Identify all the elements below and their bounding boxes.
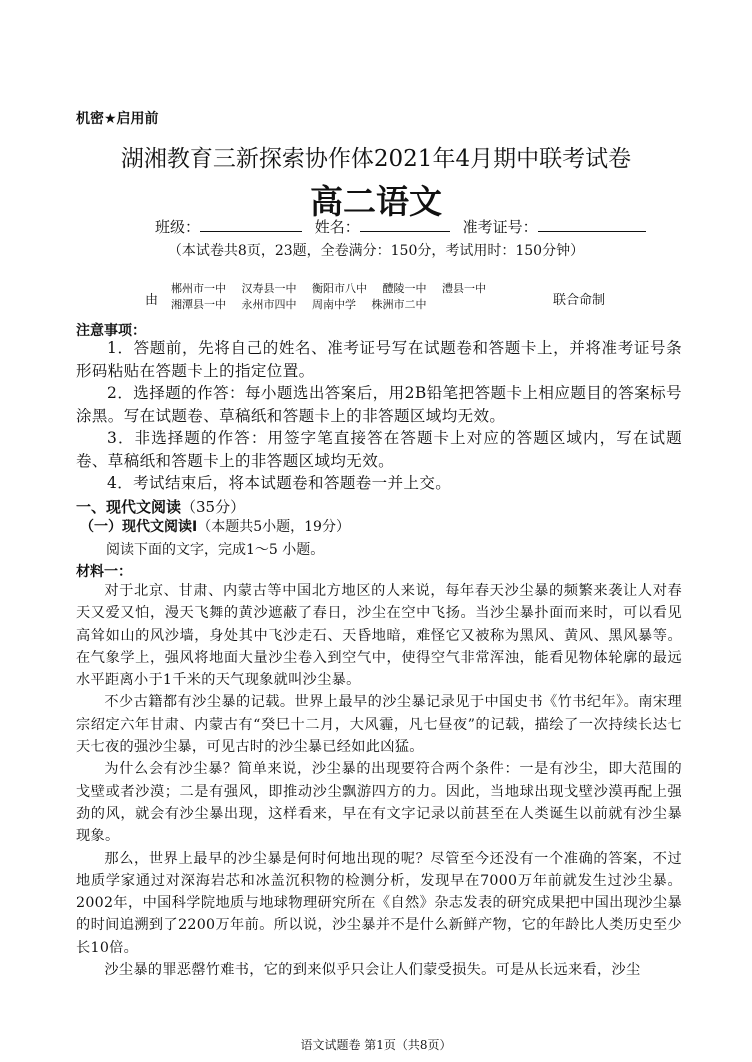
notice-item: 3．非选择题的作答：用签字笔直接答在答题卡上对应的答题区域内，写在试题卷、草稿纸和答题卡上的非答题区域均无效。: [76, 429, 682, 470]
schools-grid: [171, 280, 551, 312]
notice-list: [76, 337, 682, 495]
paragraph: 那么，世界上最早的沙尘暴是何时何地出现的呢？尽管至今还没有一个准确的答案，不过地质学家通过对深海岩芯和冰盖沉积物的检测分析，发现早在7000万年前就发生过沙尘暴。2002年，中国科学院地质与地球物理研究所在《自然》杂志发表的研究成果把中国出现沙尘暴的时间追溯到了2200万年前。所以说，沙尘暴并不是什么新鲜产物，它的年龄比人类历史至少长10倍。: [76, 850, 682, 956]
page-footer: 语文试题卷 第1页（共8页）: [300, 1038, 452, 1052]
ticket-number-blank: [538, 217, 646, 232]
school-name: 汉寿县一中: [241, 282, 297, 295]
student-info-fields: [155, 216, 654, 237]
paragraph: 对于北京、甘肃、内蒙古等中国北方地区的人来说，每年春天沙尘暴的频繁来袭让人对春天又爱又怕，漫天飞舞的黄沙遮蔽了春日，沙尘在空中飞扬。当沙尘暴扑面而来时，可以看见高耸如山的风沙墙，身处其中飞沙走石、天昏地暗，难怪它又被称为黑风、黄风、黑风暴等。在气象学上，强风将地面大量沙尘卷入到空气中，使得空气非常浑浊，能看见物体轮廓的最远水平距离小于1千米的天气现象就叫沙尘暴。: [76, 583, 682, 689]
class-label: 班级：: [155, 218, 201, 236]
exam-title: 湖湘教育三新探索协作体2021年4月期中联考试卷: [120, 146, 632, 172]
schools-row: [171, 280, 551, 296]
school-name: 永州市四中: [241, 298, 297, 311]
schools-row: [171, 296, 551, 312]
name-label: 姓名：: [314, 218, 360, 236]
material-label: 材料一：: [76, 564, 132, 580]
ticket-number-label: 准考证号：: [462, 218, 538, 236]
paragraph: 不少古籍都有沙尘暴的记载。世界上最早的沙尘暴记录见于中国史书《竹书纪年》。南宋理宗绍定六年甘肃、内蒙古有“癸巳十二月，大风霾，凡七昼夜”的记载，描绘了一次持续长达七天七夜的强沙尘暴，可见古时的沙尘暴已经如此凶猛。: [76, 694, 682, 756]
notice-item: 4．考试结束后，将本试题卷和答题卷一并上交。: [107, 474, 452, 492]
subsection-info: （本题共5小题，19分）: [197, 519, 350, 535]
school-name: 周南中学: [312, 298, 356, 311]
name-blank: [360, 217, 450, 232]
reading-instruction: 阅读下面的文字，完成1～5 小题。: [106, 542, 325, 558]
section-score: （35分）: [181, 498, 246, 516]
confidential-label: 机密★启用前: [76, 111, 159, 127]
notice-heading: 注意事项：: [76, 323, 146, 339]
class-blank: [200, 217, 302, 232]
paragraph: 为什么会有沙尘暴？简单来说，沙尘暴的出现要符合两个条件：一是有沙尘，即大范围的戈壁或者沙漠；二是有强风，即推动沙尘飘游四方的力。因此，当地球出现戈壁沙漠再配上强劲的风，就会有沙尘暴出现，这样看来，早在有文字记录以前甚至在人类诞生以前就有沙尘暴现象。: [76, 761, 682, 845]
section-heading: [76, 496, 245, 517]
by-label: 由: [145, 293, 159, 308]
subsection-title: （一）现代文阅读Ⅰ: [80, 519, 198, 535]
joint-label: 联合命制: [553, 293, 606, 308]
exam-info: （本试卷共8页，23题，全卷满分：150分，考试用时：150分钟）: [167, 243, 585, 259]
paragraph: 沙尘暴的罪恶罄竹难书，它的到来似乎只会让人们蒙受损失。可是从长远来看，沙尘: [104, 962, 641, 979]
notice-item: 1．答题前，先将自己的姓名、准考证号写在试题卷和答题卡上，并将准考证号条形码粘贴在答题卡上的指定位置。: [76, 339, 682, 380]
school-name: 衡阳市八中: [312, 282, 367, 295]
school-name: 郴州市一中: [171, 282, 226, 295]
school-name: 醴陵一中: [382, 282, 427, 295]
section-title: 一、现代文阅读: [76, 498, 182, 516]
school-name: 湘潭县一中: [171, 298, 226, 311]
school-name: 株洲市二中: [371, 298, 427, 311]
subject-title: 高二语文: [310, 182, 442, 221]
material-text: [76, 580, 682, 981]
school-name: 澧县一中: [442, 282, 486, 295]
notice-item: 2．选择题的作答：每小题选出答案后，用2B铅笔把答题卡上相应题目的答案标号涂黑。写在试题卷、草稿纸和答题卡上的非答题区域均无效。: [76, 384, 682, 425]
subsection-heading: [80, 516, 350, 536]
